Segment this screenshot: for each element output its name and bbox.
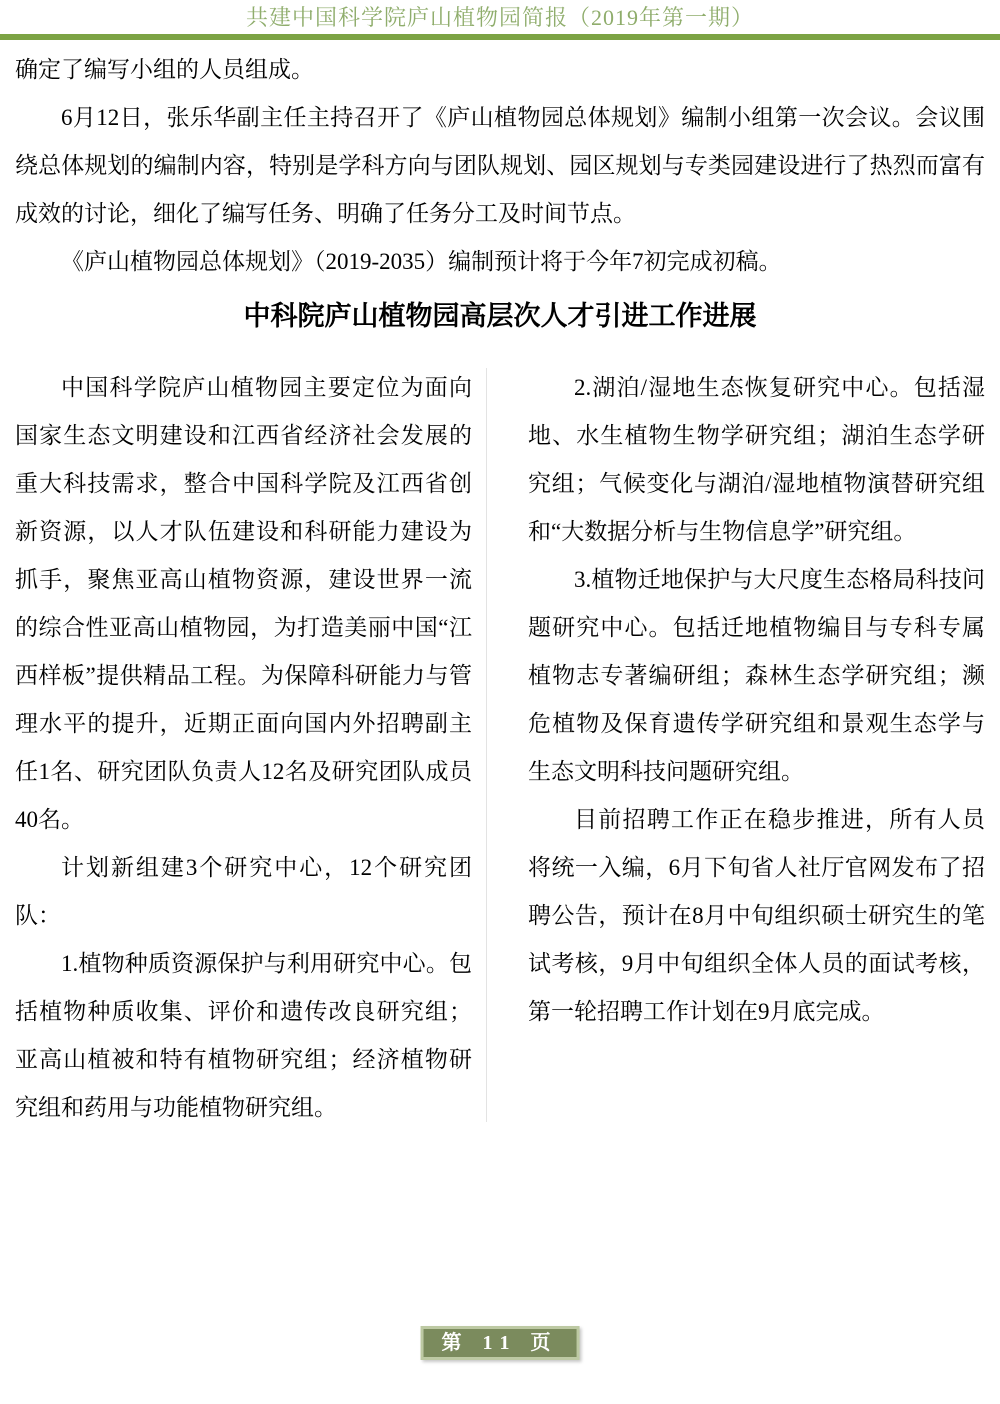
intro-paragraph: 《庐山植物园总体规划》（2019-2035）编制预计将于今年7初完成初稿。 xyxy=(61,249,782,274)
page-number-badge xyxy=(421,1326,580,1360)
newsletter-header-title: 共建中国科学院庐山植物园简报（2019年第一期） xyxy=(245,5,754,30)
article-paragraph: 2.湖泊/湿地生态恢复研究中心。包括湿地、水生植物生物学研究组；湖泊生态学研究组；气候变化与湖泊/湿地植物演替研究组和“大数据分析与生物信息学”研究组。 xyxy=(528,375,985,544)
article-paragraph: 目前招聘工作正在稳步推进，所有人员将统一入编，6月下旬省人社厅官网发布了招聘公告，预计在8月中旬组织硕士研究生的笔试考核，9月中旬组织全体人员的面试考核，第一轮招聘工作计划在9月底完成。 xyxy=(528,807,985,1024)
right-column xyxy=(528,364,985,1132)
article-paragraph: 3.植物迁地保护与大尺度生态格局科技问题研究中心。包括迁地植物编目与专科专属植物志专著编研组；森林生态学研究组；濒危植物及保育遗传学研究组和景观生态学与生态文明科技问题研究组。 xyxy=(528,567,985,784)
page-number-label: 第 11 页 xyxy=(424,1329,577,1357)
article-paragraph: 计划新组建3个研究中心，12个研究团队： xyxy=(15,855,472,928)
header-rule xyxy=(0,34,1000,40)
article-paragraph: 1.植物种质资源保护与利用研究中心。包括植物种质收集、评价和遗传改良研究组；亚高山植被和特有植物研究组；经济植物研究组和药用与功能植物研究组。 xyxy=(15,951,472,1120)
article-paragraph: 中国科学院庐山植物园主要定位为面向国家生态文明建设和江西省经济社会发展的重大科技需求，整合中国科学院及江西省创新资源，以人才队伍建设和科研能力建设为抓手，聚焦亚高山植物资源，建设世界一流的综合性亚高山植物园，为打造美丽中国“江西样板”提供精品工程。为保障科研能力与管理水平的提升，近期正面向国内外招聘副主任1名、研究团队负责人12名及研究团队成员40名。 xyxy=(15,375,472,832)
page-content xyxy=(0,46,1000,1132)
intro-paragraph: 确定了编写小组的人员组成。 xyxy=(15,57,314,82)
article-title: 中科院庐山植物园高层次人才引进工作进展 xyxy=(243,301,757,331)
column-divider xyxy=(486,368,487,1122)
two-column-section xyxy=(15,364,985,1132)
left-column xyxy=(15,364,472,1132)
intro-paragraph: 6月12日，张乐华副主任主持召开了《庐山植物园总体规划》编制小组第一次会议。会议围绕总体规划的编制内容，特别是学科方向与团队规划、园区规划与专类园建设进行了热烈而富有成效的讨论，细化了编写任务、明确了任务分工及时间节点。 xyxy=(15,105,985,226)
intro-section xyxy=(15,46,985,286)
